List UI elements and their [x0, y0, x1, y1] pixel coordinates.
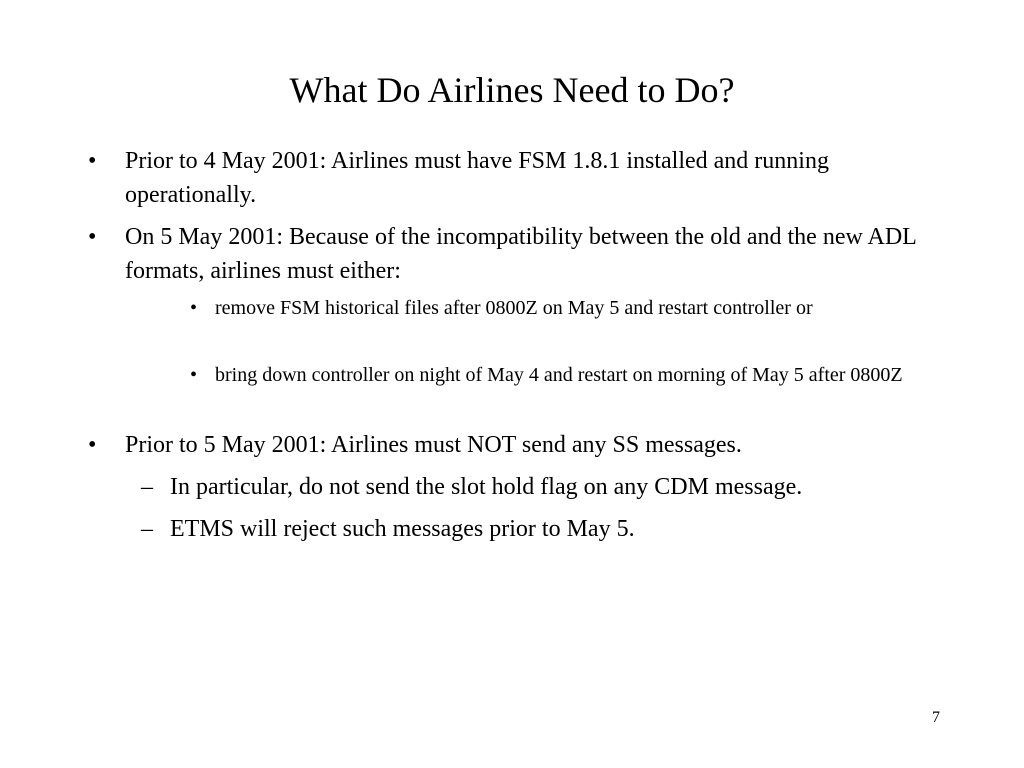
page-number: 7 — [932, 709, 940, 726]
sub-bullet-text: bring down controller on night of May 4 and restart on morning of May 5 after 0800Z — [215, 364, 903, 386]
dash-text: ETMS will reject such messages prior to May 5. — [170, 516, 635, 542]
slide-title: What Do Airlines Need to Do? — [289, 70, 735, 110]
dash-text: In particular, do not send the slot hold flag on any CDM message. — [170, 474, 803, 500]
bullet-marker: • — [88, 432, 97, 458]
bullet-text: Prior to 4 May 2001: Airlines must have FSM 1.8.1 installed and running operationally. — [125, 148, 829, 208]
sub-bullet-marker: • — [190, 297, 198, 319]
bullet-marker: • — [88, 148, 97, 174]
dash-marker: – — [141, 474, 153, 500]
bullet-text: On 5 May 2001: Because of the incompatibility between the old and the new ADL formats, airlines must either: — [125, 224, 916, 284]
dash-marker: – — [141, 516, 153, 542]
sub-bullet-marker: • — [190, 364, 198, 386]
bullet-text: Prior to 5 May 2001: Airlines must NOT send any SS messages. — [125, 432, 742, 458]
sub-bullet-text: remove FSM historical files after 0800Z on May 5 and restart controller or — [215, 297, 813, 319]
bullet-marker: • — [88, 224, 97, 250]
